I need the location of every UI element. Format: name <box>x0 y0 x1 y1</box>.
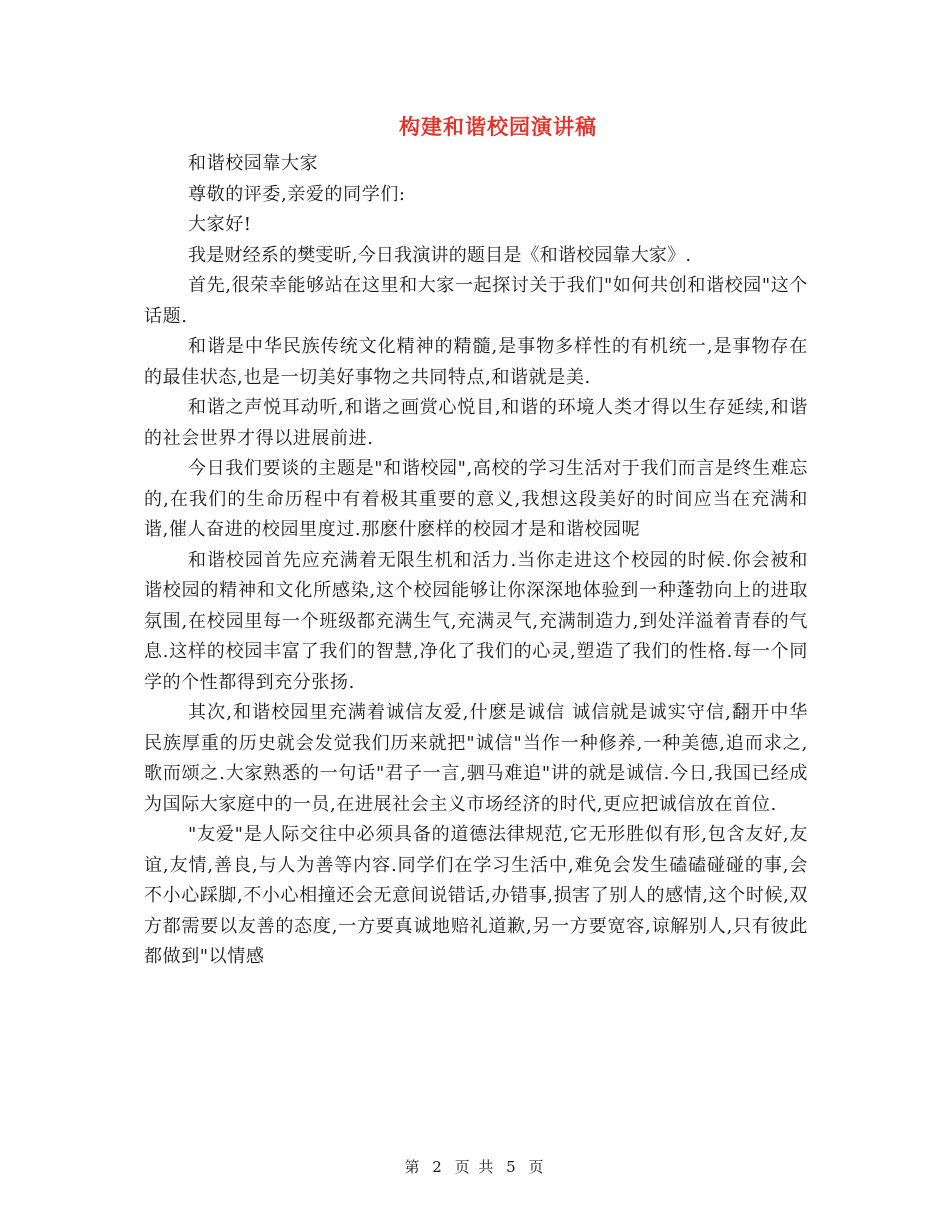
paragraph-greeting: 大家好! <box>188 214 252 235</box>
footer-prefix: 第 <box>404 1158 422 1176</box>
footer-total-pages: 5 <box>506 1158 518 1176</box>
footer-middle: 页 共 <box>454 1158 496 1176</box>
footer-page-number: 2 <box>432 1158 444 1176</box>
paragraph-salutation: 尊敬的评委,亲爱的同学们: <box>188 183 406 205</box>
paragraph-theme: 今日我们要谈的主题是"和谐校园",高校的学习生活对于我们而言是终生难忘的,在我们的生命历程中有着极其重要的意义,我想这段美好的时间应当在充满和谐,催人奋进的校园里度过.那麽什麽样的校园才是和谐校园呢 <box>144 458 808 540</box>
page-footer <box>0 1156 950 1177</box>
paragraph-harmony-essence: 和谐是中华民族传统文化精神的精髓,是事物多样性的有机统一,是事物存在的最佳状态,也是一切美好事物之共同特点,和谐就是美. <box>144 336 808 388</box>
paragraph-friendship: "友爱"是人际交往中必须具备的道德法律规范,它无形胜似有形,包含友好,友谊,友情,善良,与人为善等内容.同学们在学习生活中,难免会发生磕磕碰碰的事,会不小心踩脚,不小心相撞还会无意间说错话,办错事,损害了别人的感情,这个时候,双方都需要以友善的态度,一方要真诚地赔礼道歉,另一方要宽容,谅解别人,只有彼此都做到"以情感 <box>144 824 809 967</box>
paragraph-harmony-voice: 和谐之声悦耳动听,和谐之画赏心悦目,和谐的环境人类才得以生存延续,和谐的社会世界才得以进展前进. <box>144 397 808 449</box>
paragraph-introduction: 我是财经系的樊雯昕,今日我演讲的题目是《和谐校园靠大家》. <box>188 244 692 266</box>
document-title: 构建和谐校园演讲稿 <box>399 114 597 139</box>
paragraph-vitality: 和谐校园首先应充满着无限生机和活力.当你走进这个校园的时候.你会被和谐校园的精神和文化所感染,这个校园能够让你深深地体验到一种蓬勃向上的进取氛围,在校园里每一个班级都充满生气,充满灵气,充满制造力,到处洋溢着青春的气息.这样的校园丰富了我们的智慧,净化了我们的心灵,塑造了我们的性格.每一个同学的个性都得到充分张扬. <box>144 549 808 693</box>
footer-suffix: 页 <box>528 1158 546 1176</box>
paragraph-subtitle: 和谐校园靠大家 <box>188 153 319 174</box>
paragraph-topic: 首先,很荣幸能够站在这里和大家一起探讨关于我们"如何共创和谐校园"这个话题. <box>144 275 808 327</box>
document-body <box>144 149 808 973</box>
paragraph-integrity: 其次,和谐校园里充满着诚信友爱,什麽是诚信 诚信就是诚实守信,翻开中华民族厚重的历史就会发觉我们历来就把"诚信"当作一种修养,一种美德,追而求之,歌而颂之.大家熟悉的一句话"君子一言,驷马难追"讲的就是诚信.今日,我国已经成为国际大家庭中的一员,在进展社会主义市场经济的时代,更应把诚信放在首位. <box>144 702 808 815</box>
